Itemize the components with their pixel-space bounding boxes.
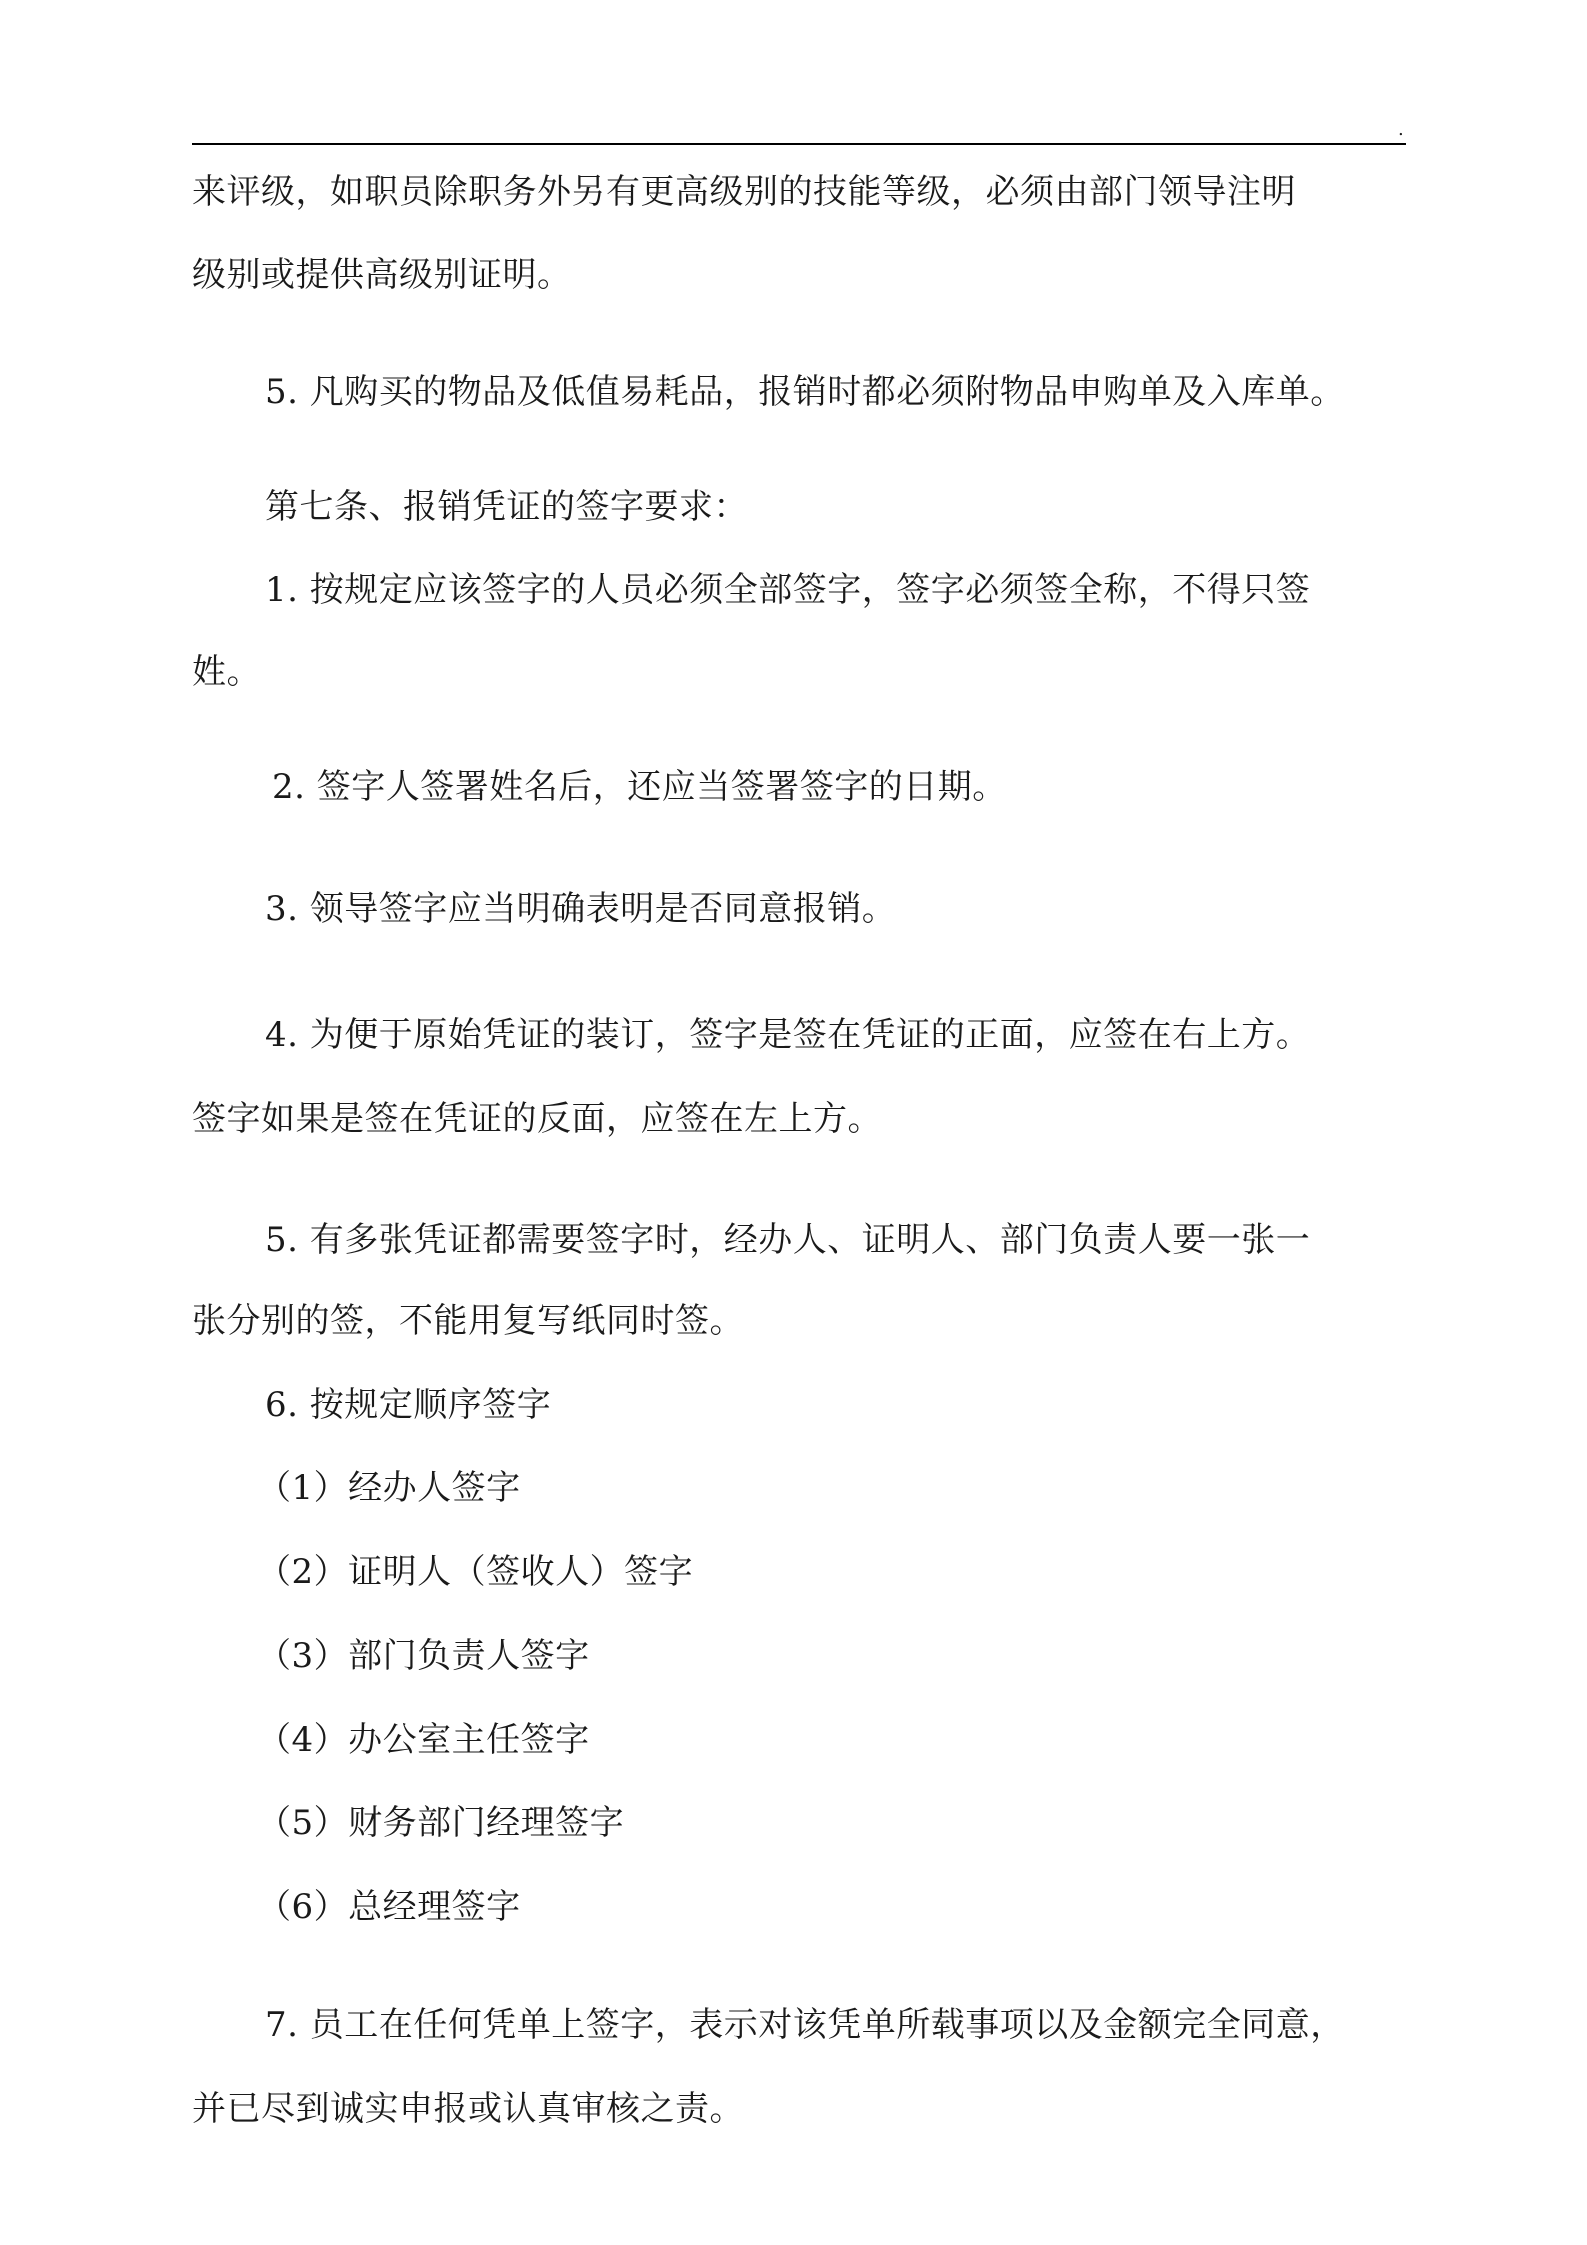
text-line: 2. 签字人签署姓名后，还应当签署签字的日期。 (272, 767, 1007, 807)
list-item: （6）总经理签字 (257, 1887, 521, 1927)
list-item: （2）证明人（签收人）签字 (257, 1552, 694, 1592)
list-item: （1）经办人签字 (257, 1468, 521, 1508)
text-line: 5. 有多张凭证都需要签字时，经办人、证明人、部门负责人要一张一 (265, 1220, 1311, 1260)
text-line: 5. 凡购买的物品及低值易耗品，报销时都必须附物品申购单及入库单。 (265, 372, 1345, 412)
text-line: 4. 为便于原始凭证的装订，签字是签在凭证的正面，应签在右上方。 (265, 1015, 1311, 1055)
section-heading: 第七条、报销凭证的签字要求： (265, 487, 748, 527)
text-line: 1. 按规定应该签字的人员必须全部签字，签字必须签全称，不得只签 (265, 570, 1311, 610)
list-item: （3）部门负责人签字 (257, 1636, 590, 1676)
header-rule (192, 143, 1406, 145)
text-line: 姓。 (192, 652, 261, 692)
text-line: 并已尽到诚实申报或认真审核之责。 (192, 2089, 744, 2129)
header-mark: . (1398, 119, 1404, 140)
list-item: 6. 按规定顺序签字 (265, 1385, 552, 1425)
text-line: 签字如果是签在凭证的反面，应签在左上方。 (192, 1099, 882, 1139)
text-line: 3. 领导签字应当明确表明是否同意报销。 (265, 889, 897, 929)
text-line: 张分别的签，不能用复写纸同时签。 (192, 1301, 744, 1341)
text-line: 来评级，如职员除职务外另有更高级别的技能等级，必须由部门领导注明 (192, 172, 1296, 212)
text-line: 级别或提供高级别证明。 (192, 255, 572, 295)
list-item: （4）办公室主任签字 (257, 1720, 590, 1760)
list-item: （5）财务部门经理签字 (257, 1803, 625, 1843)
text-line: 7. 员工在任何凭单上签字，表示对该凭单所载事项以及金额完全同意， (265, 2005, 1345, 2045)
